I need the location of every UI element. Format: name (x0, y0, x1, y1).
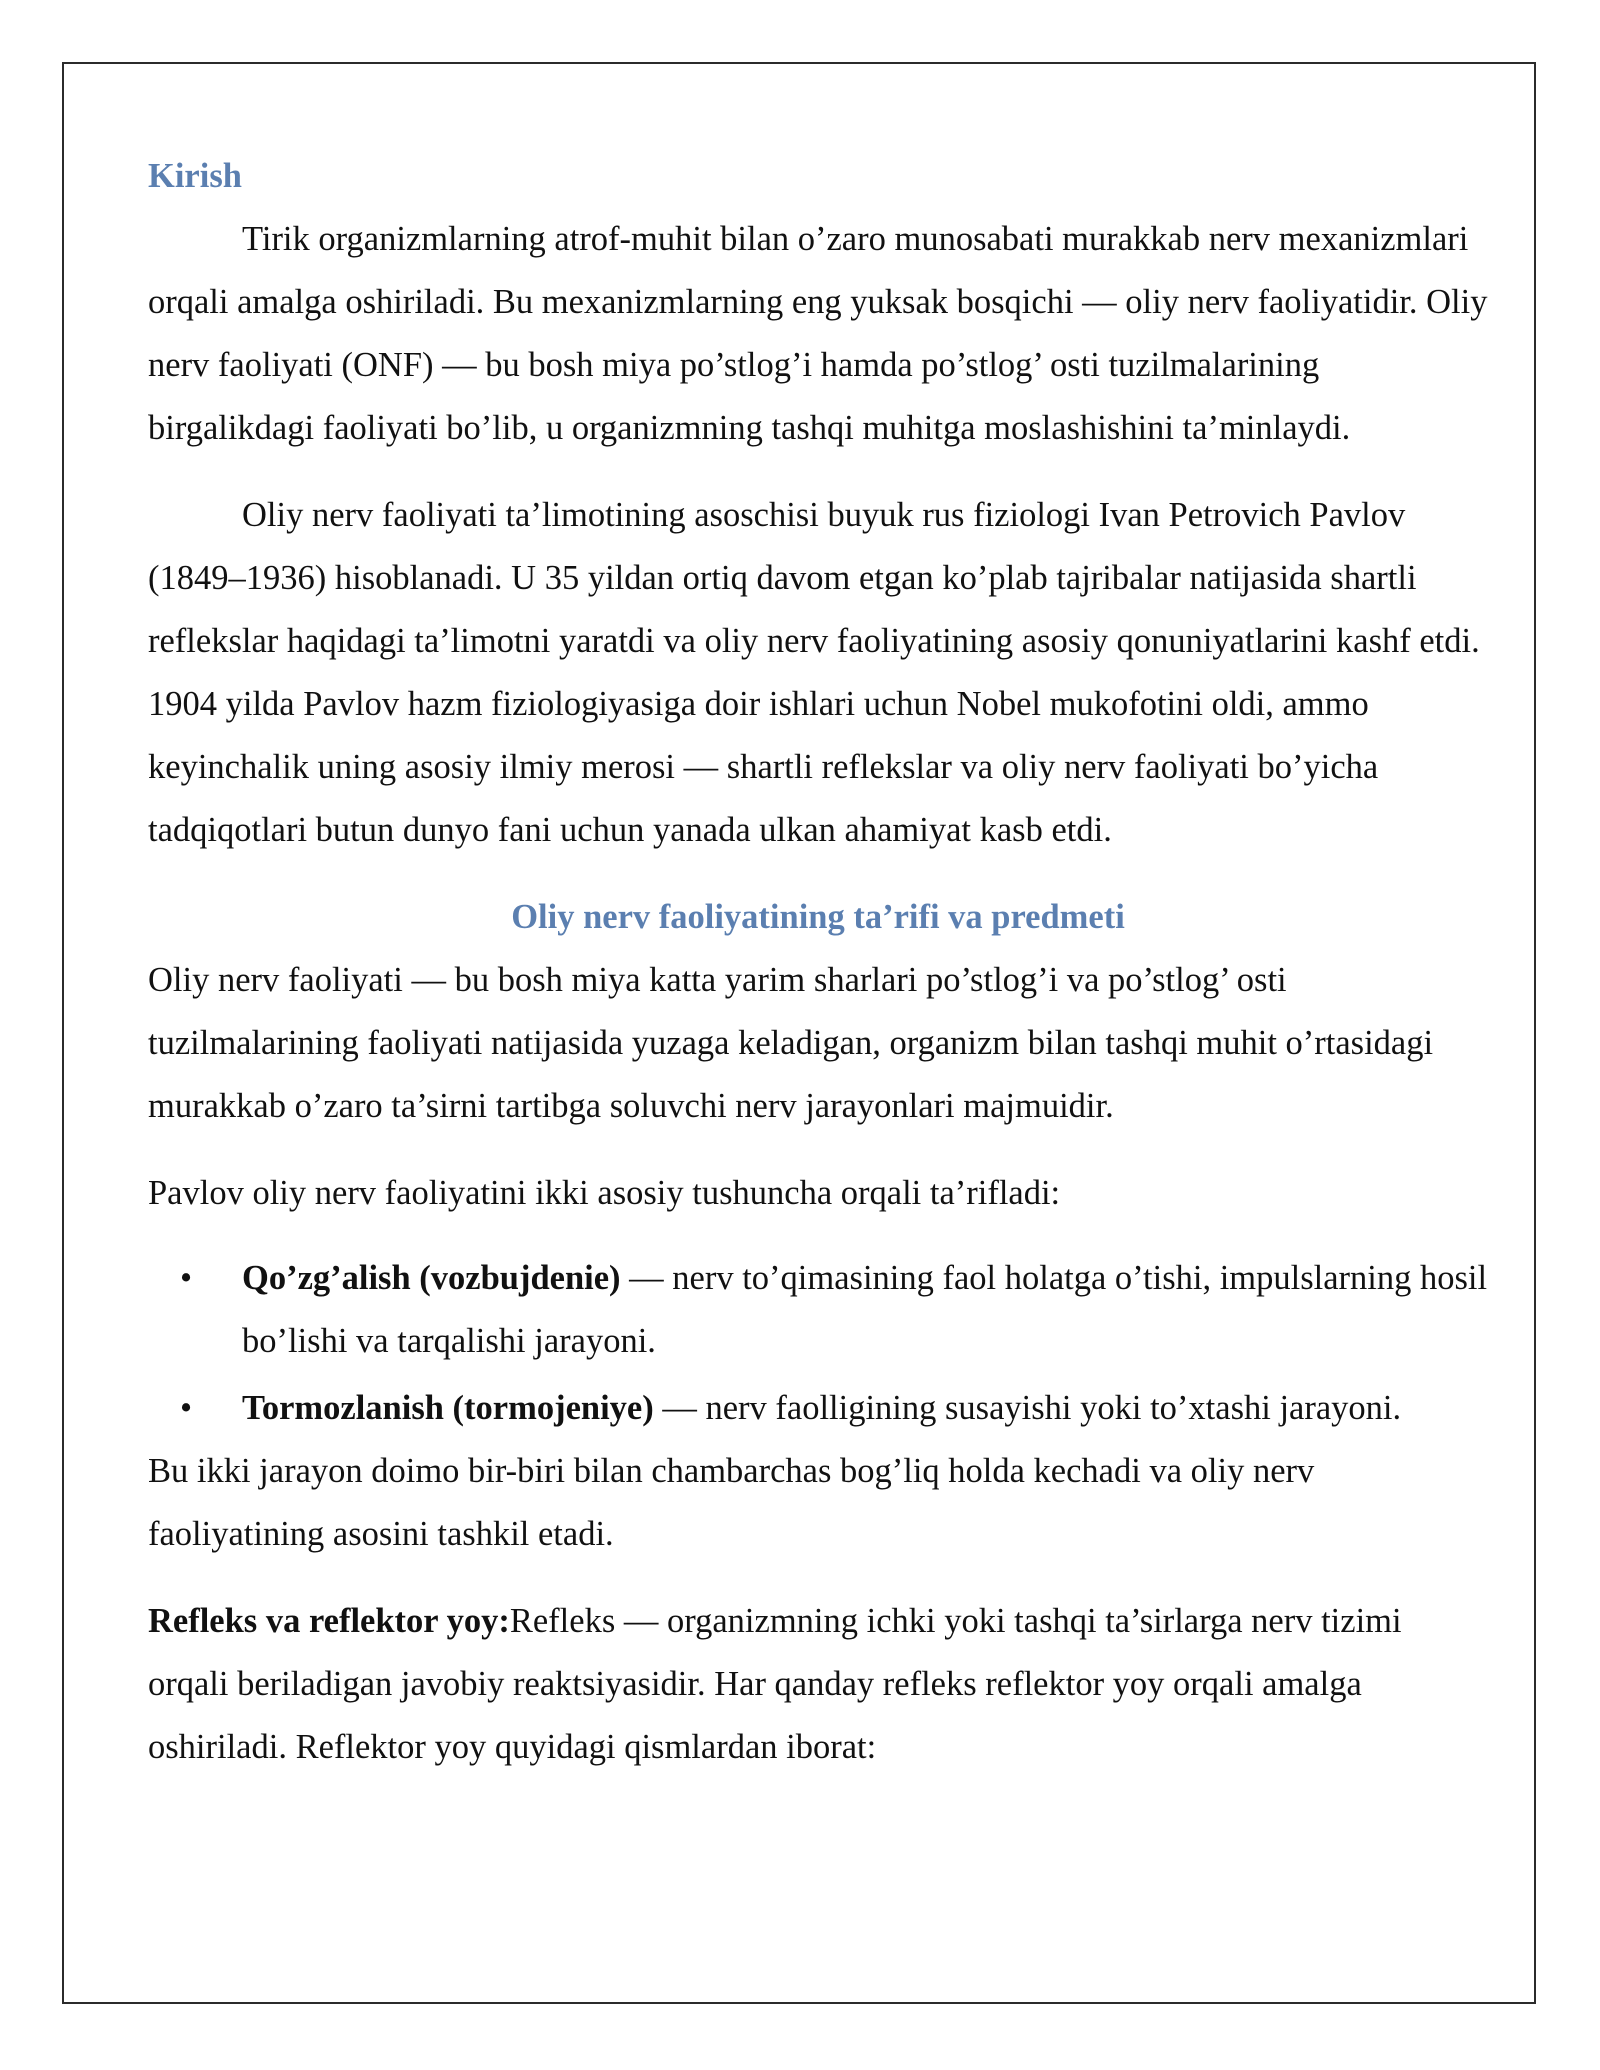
list-item (148, 1377, 1488, 1440)
intro-paragraph-1: Tirik organizmlarning atrof-muhit bilan o’zaro munosabati murakkab nerv mexanizmlari orqali amalga oshiriladi. Bu mexanizmlarning eng yuksak bosqichi — oliy nerv faoliyatidir. Oliy nerv faoliyati (ONF) — bu bosh miya po’stlog’i hamda po’stlog’ osti tuzilmalarining birgalikdagi faoliyati bo’lib, u organizmning tashqi muhitga moslashishini ta’minlaydi. (148, 220, 1488, 447)
list-item-text: — nerv to’qimasining faol holatga o’tishi, impulslarning hosil bo’lishi va tarqalishi jarayoni. (242, 1259, 1488, 1360)
list-item (148, 1247, 1488, 1373)
section-heading-definition: Oliy nerv faoliyatining ta’rifi va predmeti (511, 898, 1125, 936)
concept-list (148, 1247, 1488, 1440)
bullet-icon: • (180, 1259, 193, 1297)
intro-heading: Kirish (148, 157, 242, 195)
list-item-term: Qo’zg’alish (vozbujdenie) (242, 1259, 621, 1297)
intro-paragraph-2: Oliy nerv faoliyati ta’limotining asoschisi buyuk rus fiziologi Ivan Petrovich Pavlov (1849–1936) hisoblanadi. U 35 yildan ortiq davom etgan ko’plab tajribalar natijasida shartli reflekslar haqidagi ta’limotni yaratdi va oliy nerv faoliyatining asosiy qonuniyatlarini kashf etdi. 1904 yilda Pavlov hazm fiziologiyasiga doir ishlari uchun Nobel mukofotini oldi, ammo keyinchalik uning asosiy ilmiy merosi — shartli reflekslar va oliy nerv faoliyati bo’yicha tadqiqotlari butun dunyo fani uchun yanada ulkan ahamiyat kasb etdi. (148, 496, 1480, 849)
reflex-term: Refleks va reflektor yoy: (148, 1602, 510, 1640)
reflex-paragraph (148, 1590, 1488, 1779)
list-item-text: — nerv faolligining susayishi yoki to’xtashi jarayoni. (653, 1389, 1402, 1427)
document-body (148, 145, 1488, 1779)
definition-paragraph-3: Bu ikki jarayon doimo bir-biri bilan chambarchas bog’liq holda kechadi va oliy nerv faoliyatining asosini tashkil etadi. (148, 1452, 1315, 1553)
list-item-term: Tormozlanish (tormojeniye) (242, 1389, 654, 1427)
definition-paragraph-1: Oliy nerv faoliyati — bu bosh miya katta yarim sharlari po’stlog’i va po’stlog’ osti tuzilmalarining faoliyati natijasida yuzaga keladigan, organizm bilan tashqi muhit o’rtasidagi murakkab o’zaro ta’sirni tartibga soluvchi nerv jarayonlari majmuidir. (148, 961, 1434, 1125)
reflex-text: Refleks — organizmning ichki yoki tashqi ta’sirlarga nerv tizimi orqali beriladigan javobiy reaktsiyasidir. Har qanday refleks reflektor yoy orqali amalga oshiriladi. Reflektor yoy quyidagi qismlardan iborat: (148, 1602, 1402, 1766)
definition-paragraph-2: Pavlov oliy nerv faoliyatini ikki asosiy tushuncha orqali ta’rifladi: (148, 1174, 1061, 1212)
bullet-icon: • (180, 1389, 193, 1427)
